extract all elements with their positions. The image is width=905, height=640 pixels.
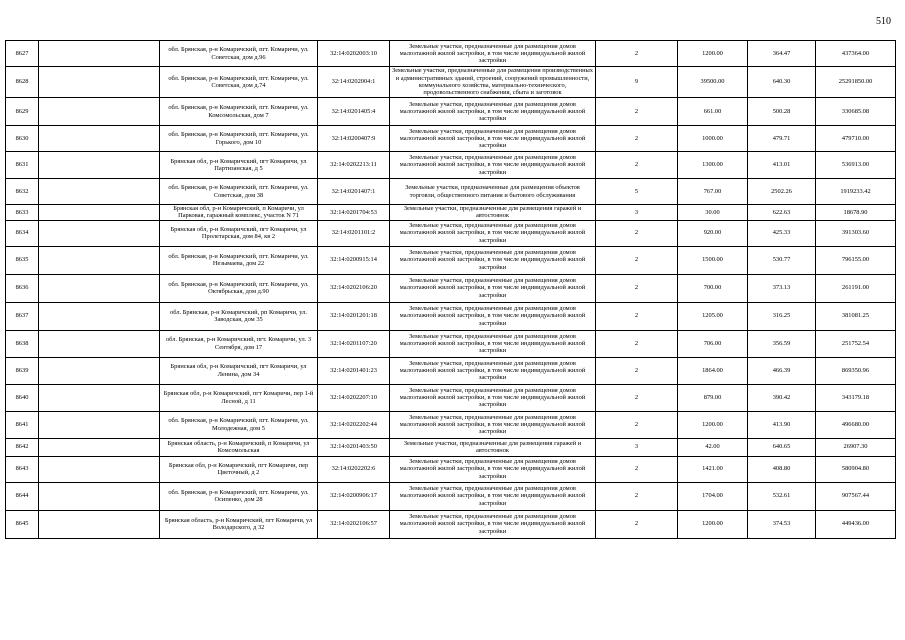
row-address: Брянская обл, р-н Комаричский, пгт Комаричи, ул Партизанская, д 5 [160,152,318,179]
row-code: 2 [596,456,678,482]
row-cadastral-value: 496680.00 [816,411,896,438]
row-rate: 316.25 [748,302,816,330]
row-code: 2 [596,274,678,302]
row-spacer [39,456,160,482]
row-code: 3 [596,205,678,221]
row-address: Брянская область, р-н Комаричский, пгт Комаричи, ул Володарского, д 32 [160,510,318,538]
row-area: 1205.00 [678,302,748,330]
table-row [6,41,896,67]
row-permitted-use: Земельные участки, предназначенные для размещения домов малоэтажной жилой застройки, в том числе индивидуальной жилой застройки [390,482,596,510]
table-row [6,482,896,510]
row-area: 879.00 [678,384,748,411]
row-permitted-use: Земельные участки, предназначенные для размещения домов малоэтажной жилой застройки, в том числе индивидуальной жилой застройки [390,220,596,246]
table-row [6,67,896,98]
table-row [6,126,896,152]
row-permitted-use: Земельные участки, предназначенные для размещения домов малоэтажной жилой застройки, в том числе индивидуальной жилой застройки [390,510,596,538]
row-spacer [39,98,160,126]
row-code: 2 [596,411,678,438]
row-cadastral-number: 32:14:0201405:4 [318,98,390,126]
table-body [6,41,896,539]
row-rate: 425.33 [748,220,816,246]
table-row [6,357,896,384]
row-code: 3 [596,438,678,456]
row-spacer [39,357,160,384]
row-permitted-use: Земельные участки, предназначенные для размещения домов малоэтажной жилой застройки, в том числе индивидуальной жилой застройки [390,41,596,67]
row-address: Брянская обл, р-н Комаричский, п Комаричи, ул Парковая, гаражный комплекс, участок N 71 [160,205,318,221]
row-area: 1704.00 [678,482,748,510]
row-cadastral-value: 330685.08 [816,98,896,126]
row-spacer [39,510,160,538]
row-spacer [39,152,160,179]
row-permitted-use: Земельные участки, предназначенные для размещения домов малоэтажной жилой застройки, в том числе индивидуальной жилой застройки [390,384,596,411]
row-spacer [39,330,160,357]
row-number: 8637 [6,302,39,330]
row-area: 1421.00 [678,456,748,482]
row-number: 8632 [6,179,39,205]
table-row [6,438,896,456]
row-permitted-use: Земельные участки, предназначенные для размещения гаражей и автостоянок [390,438,596,456]
row-code: 2 [596,510,678,538]
row-cadastral-number: 32:14:0201403:50 [318,438,390,456]
row-cadastral-value: 343179.18 [816,384,896,411]
table-row [6,205,896,221]
row-cadastral-number: 32:14:0202202:44 [318,411,390,438]
row-cadastral-value: 869350.96 [816,357,896,384]
row-code: 2 [596,330,678,357]
row-cadastral-number: 32:14:0202004:1 [318,67,390,98]
table-row [6,152,896,179]
row-rate: 640.30 [748,67,816,98]
row-code: 2 [596,98,678,126]
row-code: 2 [596,41,678,67]
row-number: 8627 [6,41,39,67]
row-cadastral-number: 32:14:0202106:20 [318,274,390,302]
row-area: 39500.00 [678,67,748,98]
row-number: 8635 [6,246,39,274]
row-rate: 408.80 [748,456,816,482]
row-spacer [39,205,160,221]
row-area: 661.00 [678,98,748,126]
row-address: Брянская обл, р-н Комаричский, пгт Комаричи, пер Цветочный, д 2 [160,456,318,482]
row-cadastral-number: 32:14:0200407:9 [318,126,390,152]
row-permitted-use: Земельные участки, предназначенные для размещения домов малоэтажной жилой застройки, в том числе индивидуальной жилой застройки [390,330,596,357]
row-cadastral-value: 391303.60 [816,220,896,246]
row-area: 700.00 [678,274,748,302]
row-spacer [39,438,160,456]
row-spacer [39,179,160,205]
row-cadastral-number: 32:14:0202213:11 [318,152,390,179]
row-cadastral-number: 32:14:0202207:10 [318,384,390,411]
row-rate: 640.65 [748,438,816,456]
row-rate: 532.61 [748,482,816,510]
row-spacer [39,302,160,330]
row-permitted-use: Земельные участки, предназначенные для размещения домов малоэтажной жилой застройки, в том числе индивидуальной жилой застройки [390,357,596,384]
row-code: 2 [596,302,678,330]
row-cadastral-value: 449436.00 [816,510,896,538]
row-spacer [39,126,160,152]
row-code: 2 [596,357,678,384]
row-permitted-use: Земельные участки, предназначенные для размещения домов малоэтажной жилой застройки, в том числе индивидуальной жилой застройки [390,246,596,274]
row-cadastral-value: 437364.00 [816,41,896,67]
row-number: 8638 [6,330,39,357]
row-cadastral-number: 32:14:0201107:20 [318,330,390,357]
row-code: 2 [596,126,678,152]
row-code: 9 [596,67,678,98]
row-code: 2 [596,152,678,179]
row-rate: 413.01 [748,152,816,179]
row-permitted-use: Земельные участки, предназначенные для размещения гаражей и автостоянок [390,205,596,221]
row-spacer [39,220,160,246]
row-cadastral-value: 381081.25 [816,302,896,330]
row-cadastral-number: 32:14:0200906:17 [318,482,390,510]
row-cadastral-number: 32:14:0202202:6 [318,456,390,482]
row-address: обл. Брянская, р-н Комаричский, пгт. Комаричи, ул. Молодежная, дом 5 [160,411,318,438]
row-number: 8645 [6,510,39,538]
row-address: обл. Брянская, р-н Комаричский, пгт. Комаричи, ул. Советская, дом д.74 [160,67,318,98]
row-code: 2 [596,246,678,274]
page-number: 510 [876,16,891,27]
table-row [6,510,896,538]
row-spacer [39,41,160,67]
table-row [6,98,896,126]
row-number: 8641 [6,411,39,438]
row-number: 8639 [6,357,39,384]
row-rate: 530.77 [748,246,816,274]
row-number: 8643 [6,456,39,482]
cadastral-registry-table [5,40,896,539]
row-code: 2 [596,384,678,411]
row-permitted-use: Земельные участки, предназначенные для размещения домов малоэтажной жилой застройки, в том числе индивидуальной жилой застройки [390,411,596,438]
row-cadastral-number: 32:14:0201101:2 [318,220,390,246]
row-address: Брянская обл, р-н Комаричский, пгт Комаричи, ул Ленина, дом 34 [160,357,318,384]
row-cadastral-value: 251752.54 [816,330,896,357]
row-spacer [39,384,160,411]
row-code: 2 [596,482,678,510]
row-cadastral-number: 32:14:0201407:1 [318,179,390,205]
row-cadastral-value: 26907.30 [816,438,896,456]
table-row [6,302,896,330]
row-area: 1500.00 [678,246,748,274]
table-row [6,220,896,246]
row-address: Брянская обл, р-н Комаричский, пгт Комаричи, пер 1-й Лесной, д 11 [160,384,318,411]
row-area: 1200.00 [678,41,748,67]
row-rate: 500.28 [748,98,816,126]
row-number: 8644 [6,482,39,510]
row-rate: 364.47 [748,41,816,67]
row-spacer [39,274,160,302]
row-cadastral-value: 261191.00 [816,274,896,302]
table-row [6,246,896,274]
row-address: обл. Брянская, р-н Комаричский, рп Комаричи, ул. Заводская, дом 35 [160,302,318,330]
row-spacer [39,482,160,510]
row-area: 1200.00 [678,510,748,538]
row-cadastral-value: 18678.90 [816,205,896,221]
row-address: обл. Брянская, р-н Комаричский, пгт. Комаричи, ул. Советская, дом 38 [160,179,318,205]
row-number: 8640 [6,384,39,411]
row-code: 5 [596,179,678,205]
row-cadastral-value: 796155.00 [816,246,896,274]
row-cadastral-value: 1919233.42 [816,179,896,205]
row-cadastral-value: 25291850.00 [816,67,896,98]
row-area: 767.00 [678,179,748,205]
row-number: 8629 [6,98,39,126]
row-permitted-use: Земельные участки, предназначенные для размещения производственных и административных зданий, строений, сооружений промышленности, коммунального хозяйства, материально-технического, продовольственного снабжения, сбыта и заготовок [390,67,596,98]
row-number: 8628 [6,67,39,98]
row-area: 1000.00 [678,126,748,152]
table-row [6,456,896,482]
row-address: обл. Брянская, р-н Комаричский, пгт. Комаричи, ул. Незымаева, дом 22 [160,246,318,274]
row-number: 8636 [6,274,39,302]
row-number: 8633 [6,205,39,221]
row-number: 8642 [6,438,39,456]
row-rate: 622.63 [748,205,816,221]
table-row [6,384,896,411]
row-address: Брянская область, р-н Комаричский, п Комаричи, ул Комсомольская [160,438,318,456]
row-area: 706.00 [678,330,748,357]
row-area: 1200.00 [678,411,748,438]
row-address: обл. Брянская, р-н Комаричский, пгт. Комаричи, ул. Комсомольская, дом 7 [160,98,318,126]
row-cadastral-value: 907567.44 [816,482,896,510]
row-rate: 374.53 [748,510,816,538]
row-spacer [39,67,160,98]
row-rate: 373.13 [748,274,816,302]
row-address: обл. Брянская, р-н Комаричский, пгт. Комаричи, ул. Советская, дом д.96 [160,41,318,67]
row-address: обл. Брянская, р-н Комаричский, пгт. Комаричи, ул. Горького, дом 10 [160,126,318,152]
row-cadastral-value: 479710.00 [816,126,896,152]
row-cadastral-value: 536913.00 [816,152,896,179]
row-area: 920.00 [678,220,748,246]
row-cadastral-number: 32:14:0200915:14 [318,246,390,274]
row-permitted-use: Земельные участки, предназначенные для размещения домов малоэтажной жилой застройки, в том числе индивидуальной жилой застройки [390,302,596,330]
row-address: обл. Брянская, р-н Комаричский, пгт. Комаричи, ул. Осипенко, дом 28 [160,482,318,510]
row-permitted-use: Земельные участки, предназначенные для размещения домов малоэтажной жилой застройки, в том числе индивидуальной жилой застройки [390,274,596,302]
row-rate: 413.90 [748,411,816,438]
row-number: 8630 [6,126,39,152]
row-spacer [39,411,160,438]
row-rate: 2502.26 [748,179,816,205]
row-address: Брянская обл, р-н Комаричский, пгт Комаричи, ул Пролетарская, дом 84, кв 2 [160,220,318,246]
row-address: обл. Брянская, р-н Комаричский, пгт. Комаричи, ул. 3 Сентября, дом 17 [160,330,318,357]
row-permitted-use: Земельные участки, предназначенные для размещения объектов торговли, общественного питания и бытового обслуживания [390,179,596,205]
row-number: 8634 [6,220,39,246]
row-cadastral-number: 32:14:0201201:18 [318,302,390,330]
table-row [6,274,896,302]
row-rate: 466.39 [748,357,816,384]
row-area: 1300.00 [678,152,748,179]
row-cadastral-value: 580904.80 [816,456,896,482]
row-cadastral-number: 32:14:0202106:57 [318,510,390,538]
table-row [6,330,896,357]
row-permitted-use: Земельные участки, предназначенные для размещения домов малоэтажной жилой застройки, в том числе индивидуальной жилой застройки [390,98,596,126]
row-rate: 356.59 [748,330,816,357]
row-cadastral-number: 32:14:0202003:10 [318,41,390,67]
row-cadastral-number: 32:14:0201704:53 [318,205,390,221]
table-row [6,411,896,438]
row-code: 2 [596,220,678,246]
row-rate: 479.71 [748,126,816,152]
row-permitted-use: Земельные участки, предназначенные для размещения домов малоэтажной жилой застройки, в том числе индивидуальной жилой застройки [390,152,596,179]
table-row [6,179,896,205]
row-cadastral-number: 32:14:0201401:23 [318,357,390,384]
row-spacer [39,246,160,274]
row-permitted-use: Земельные участки, предназначенные для размещения домов малоэтажной жилой застройки, в том числе индивидуальной жилой застройки [390,126,596,152]
row-permitted-use: Земельные участки, предназначенные для размещения домов малоэтажной жилой застройки, в том числе индивидуальной жилой застройки [390,456,596,482]
row-address: обл. Брянская, р-н Комаричский, пгт. Комаричи, ул. Октябрьская, дом д.90 [160,274,318,302]
row-rate: 390.42 [748,384,816,411]
row-area: 1864.00 [678,357,748,384]
row-number: 8631 [6,152,39,179]
row-area: 42.00 [678,438,748,456]
row-area: 30.00 [678,205,748,221]
